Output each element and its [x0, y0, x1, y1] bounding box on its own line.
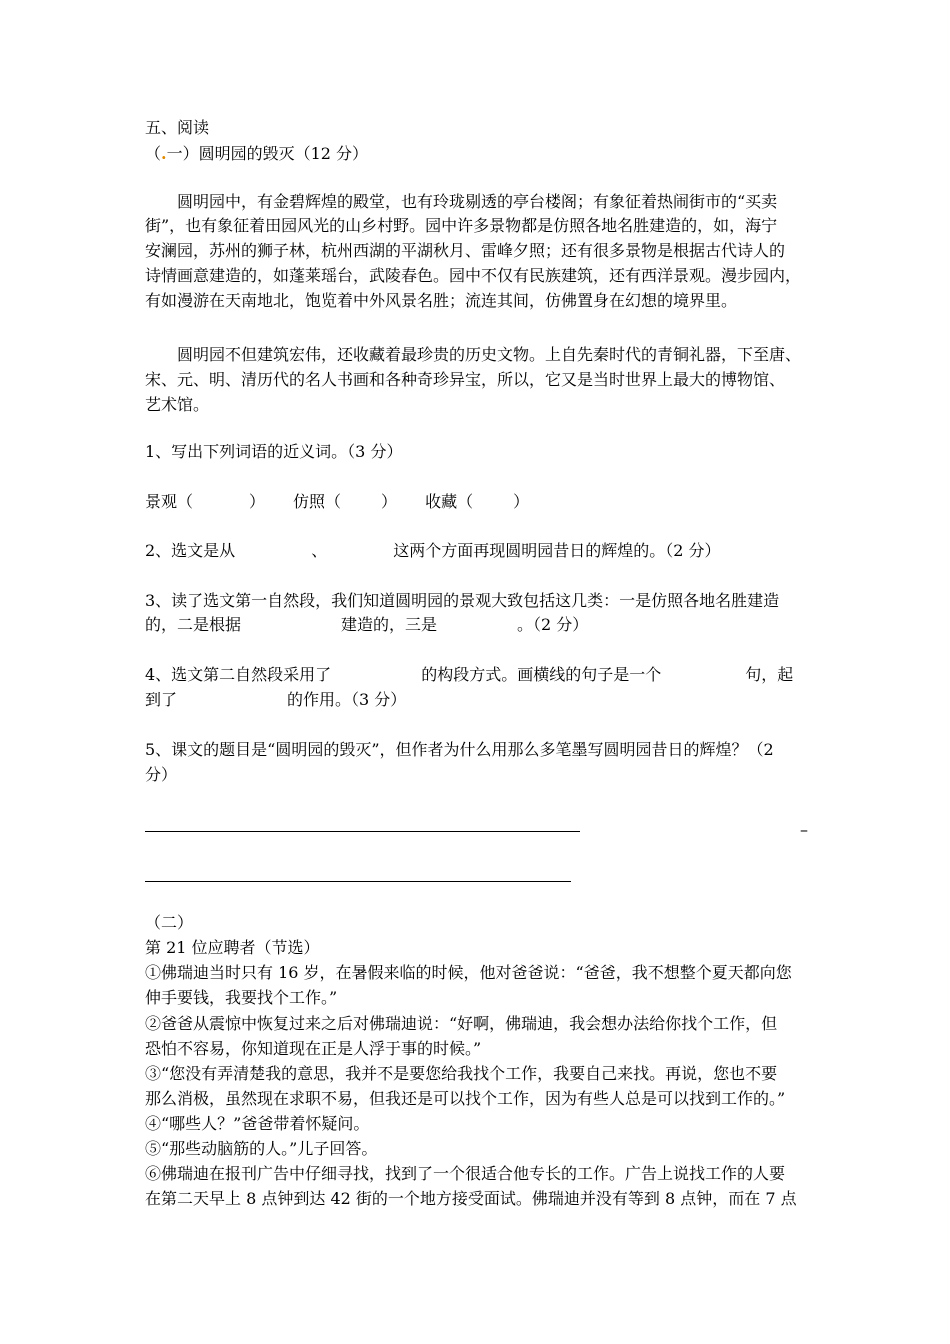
q2-start: 2、选文是从 [145, 541, 236, 560]
section-title: 五、阅读 [145, 118, 210, 137]
passage2-line-5: ③“您没有弄清楚我的意思，我并不是要您给我找个工作，我要自己来找。再说，您也不要 [145, 1064, 778, 1083]
word-1-close: ） [249, 492, 266, 511]
para2-line-1: 圆明园不但建筑宏伟，还收藏着最珍贵的历史文物。上自先秦时代的青铜礼器，下至唐、 [177, 345, 802, 364]
para1-line-2: 街”，也有象征着田园风光的山乡村野。园中许多景物都是仿照各地名胜建造的，如，海宁 [145, 216, 778, 235]
question-3-line-1: 3、读了选文第一自然段，我们知道圆明园的景观大致包括这几类：一是仿照各地名胜建造 [145, 591, 780, 610]
passage1-title [145, 142, 368, 166]
answer-line-1[interactable] [145, 831, 580, 832]
q4-part-a: 4、选文第二自然段采用了 [145, 665, 332, 684]
word-2-label: 仿照（ [293, 492, 342, 511]
question-2 [145, 539, 720, 563]
q2-end: 这两个方面再现圆明园昔日的辉煌的。（2 分） [393, 541, 721, 560]
q4-part-d: 到了 [145, 690, 178, 709]
passage2-line-2: 伸手要钱，我要找个工作。” [145, 988, 338, 1007]
passage2-line-9: ⑥佛瑞迪在报刊广告中仔细寻找，找到了一个很适合他专长的工作。广告上说找工作的人要 [145, 1164, 786, 1183]
passage2-title: 第 21 位应聘者（节选） [145, 938, 320, 957]
passage2-label: （二） [145, 913, 194, 932]
title-open-paren: （ [145, 144, 162, 163]
para2-line-3: 艺术馆。 [145, 395, 210, 414]
word-3-close: ） [513, 492, 530, 511]
answer-line-2[interactable] [145, 881, 571, 882]
q4-part-c: 句，起 [745, 665, 794, 684]
question-1-words [145, 490, 529, 514]
para2-line-2: 宋、元、明、清历代的名人书画和各种奇珍异宝，所以，它又是当时世界上最大的博物馆、 [145, 370, 786, 389]
passage2-line-8: ⑤“那些动脑筋的人。”儿子回答。 [145, 1139, 378, 1158]
q4-part-e: 的作用。（3 分） [287, 690, 407, 709]
question-3-line-2 [145, 613, 588, 637]
q3-part-c: 。（2 分） [517, 615, 589, 634]
q2-sep: 、 [311, 541, 328, 560]
q3-part-a: 的，二是根据 [145, 615, 242, 634]
title-dot-mark: . [161, 144, 167, 163]
question-1: 1、写出下列词语的近义词。（3 分） [145, 442, 403, 461]
para1-line-5: 有如漫游在天南地北，饱览着中外风景名胜；流连其间，仿佛置身在幻想的境界里。 [145, 291, 738, 310]
para1-line-4: 诗情画意建造的，如蓬莱瑶台，武陵春色。园中不仅有民族建筑，还有西洋景观。漫步园内， [145, 266, 802, 285]
passage2-line-10: 在第二天早上 8 点钟到达 42 街的一个地方接受面试。佛瑞迪并没有等到 8 点钟，而在 7 点 [145, 1189, 797, 1208]
question-5-line-2: 分） [145, 765, 178, 784]
passage2-line-1: ①佛瑞迪当时只有 16 岁，在暑假来临的时候，他对爸爸说：“爸爸，我不想整个夏天都向您 [145, 963, 792, 982]
question-5-line-1: 5、课文的题目是“圆明园的毁灭”，但作者为什么用那么多笔墨写圆明园昔日的辉煌？（2 [145, 740, 774, 759]
passage2-line-7: ④“哪些人？”爸爸带着怀疑问。 [145, 1114, 370, 1133]
para1-line-1: 圆明园中，有金碧辉煌的殿堂，也有玲珑剔透的亭台楼阁；有象征着热闹街市的“买卖 [177, 192, 778, 211]
word-1-label: 景观（ [145, 492, 194, 511]
passage2-line-6: 那么消极，虽然现在求职不易，但我还是可以找个工作，因为有些人总是可以找到工作的。” [145, 1089, 786, 1108]
q4-part-b: 的构段方式。画横线的句子是一个 [421, 665, 662, 684]
word-3-label: 收藏（ [425, 492, 474, 511]
word-2-close: ） [381, 492, 398, 511]
passage2-line-3: ②爸爸从震惊中恢复过来之后对佛瑞迪说：“好啊，佛瑞迪，我会想办法给你找个工作，但 [145, 1014, 778, 1033]
question-4-line-1 [145, 663, 793, 687]
question-4-line-2 [145, 688, 406, 712]
answer-line-dash: – [800, 820, 808, 839]
q3-part-b: 建造的，三是 [341, 615, 438, 634]
passage2-line-4: 恐怕不容易，你知道现在正是人浮于事的时候。” [145, 1039, 482, 1058]
para1-line-3: 安澜园，苏州的狮子林，杭州西湖的平湖秋月、雷峰夕照；还有很多景物是根据古代诗人的 [145, 241, 786, 260]
title-text: 一）圆明园的毁灭（12 分） [166, 144, 369, 163]
